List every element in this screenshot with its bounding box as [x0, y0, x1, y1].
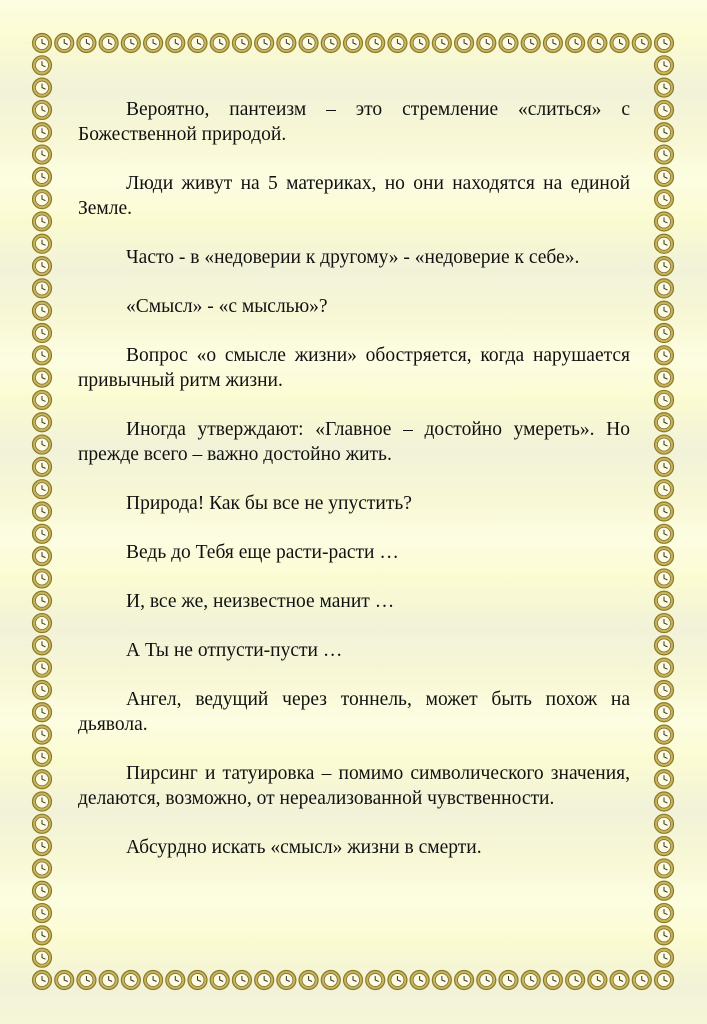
clock-icon — [33, 591, 52, 610]
clock-icon — [655, 457, 674, 476]
clock-icon — [499, 34, 518, 53]
clock-icon — [655, 346, 674, 365]
clock-icon — [344, 971, 363, 990]
clock-icon — [655, 859, 674, 878]
clock-icon — [33, 747, 52, 766]
clock-icon — [655, 948, 674, 967]
clock-icon — [77, 971, 96, 990]
clock-icon — [33, 212, 52, 231]
clock-icon — [655, 837, 674, 856]
clock-icon — [388, 34, 407, 53]
clock-icon — [655, 390, 674, 409]
clock-icon — [33, 346, 52, 365]
clock-icon — [410, 971, 429, 990]
clock-icon — [455, 971, 474, 990]
clock-icon — [655, 747, 674, 766]
clock-icon — [410, 34, 429, 53]
clock-icon — [366, 971, 385, 990]
clock-icon — [33, 234, 52, 253]
clock-icon — [33, 926, 52, 945]
paragraph-continents: Люди живут на 5 материках, но они находятся на единой Земле. — [78, 173, 630, 219]
clock-icon — [655, 234, 674, 253]
clock-icon — [33, 368, 52, 387]
clock-icon — [655, 78, 674, 97]
clock-icon — [210, 34, 229, 53]
clock-icon — [144, 34, 163, 53]
clock-icon — [33, 971, 52, 990]
clock-icon — [255, 34, 274, 53]
clock-icon — [655, 569, 674, 588]
clock-icon — [33, 770, 52, 789]
clock-icon — [655, 814, 674, 833]
paragraph-die-with-dignity: Иногда утверждают: «Главное – достойно умереть». Но прежде всего – важно достойно жить. — [78, 419, 630, 465]
clock-icon — [33, 524, 52, 543]
clock-icon — [655, 703, 674, 722]
clock-icon — [521, 34, 540, 53]
clock-icon — [299, 34, 318, 53]
clock-icon — [655, 636, 674, 655]
clock-icon — [655, 926, 674, 945]
clock-icon — [655, 524, 674, 543]
clock-icon — [33, 145, 52, 164]
paragraph-piercing: Пирсинг и татуировка – помимо символического значения, делаются, возможно, от нереализованной чувственности. — [78, 763, 630, 809]
clock-icon — [33, 792, 52, 811]
clock-icon — [33, 881, 52, 900]
clock-icon — [366, 34, 385, 53]
clock-icon — [33, 301, 52, 320]
clock-icon — [33, 658, 52, 677]
clock-icon — [655, 591, 674, 610]
clock-icon — [33, 190, 52, 209]
clock-icon — [33, 725, 52, 744]
clock-icon — [33, 167, 52, 186]
clock-icon — [655, 658, 674, 677]
clock-icon — [55, 971, 74, 990]
paragraph-grow: Ведь до Тебя еще расти-расти … — [126, 542, 399, 563]
clock-icon — [655, 100, 674, 119]
clock-icon — [33, 123, 52, 142]
clock-icon — [477, 971, 496, 990]
clock-icon — [33, 56, 52, 75]
clock-icon — [655, 56, 674, 75]
clock-icon — [566, 34, 585, 53]
clock-icon — [321, 34, 340, 53]
clock-icon — [477, 34, 496, 53]
clock-icon — [655, 257, 674, 276]
clock-icon — [655, 190, 674, 209]
clock-icon — [277, 971, 296, 990]
clock-icon — [33, 100, 52, 119]
clock-icon — [166, 34, 185, 53]
paragraph-let-go: А Ты не отпусти-пусти … — [126, 640, 343, 661]
clock-icon — [33, 547, 52, 566]
clock-icon — [33, 614, 52, 633]
clock-icon — [655, 435, 674, 454]
clock-icon — [543, 971, 562, 990]
clock-icon — [655, 680, 674, 699]
paragraph-meaning: «Смысл» - «с мыслью»? — [126, 296, 328, 317]
clock-icon — [121, 34, 140, 53]
clock-icon — [33, 480, 52, 499]
clock-icon — [255, 971, 274, 990]
clock-icon — [432, 971, 451, 990]
clock-icon — [655, 725, 674, 744]
clock-icon — [655, 770, 674, 789]
clock-icon — [121, 971, 140, 990]
clock-icon — [455, 34, 474, 53]
clock-icon — [632, 971, 651, 990]
clock-icon — [655, 212, 674, 231]
clock-icon — [432, 34, 451, 53]
clock-icon — [33, 324, 52, 343]
clock-icon — [33, 703, 52, 722]
clock-icon — [655, 413, 674, 432]
clock-icon — [655, 279, 674, 298]
clock-icon — [655, 123, 674, 142]
clock-icon — [655, 324, 674, 343]
clock-icon — [588, 34, 607, 53]
clock-icon — [610, 971, 629, 990]
clock-icon — [33, 837, 52, 856]
paragraph-distrust: Часто - в «недоверии к другому» - «недоверие к себе». — [126, 247, 580, 268]
clock-icon — [232, 971, 251, 990]
clock-icon — [33, 680, 52, 699]
clock-icon — [655, 167, 674, 186]
clock-icon — [33, 859, 52, 878]
clock-icon — [33, 636, 52, 655]
paragraph-absurd: Абсурдно искать «смысл» жизни в смерти. — [126, 837, 482, 858]
clock-icon — [321, 971, 340, 990]
clock-icon — [499, 971, 518, 990]
clock-icon — [33, 569, 52, 588]
clock-icon — [55, 34, 74, 53]
clock-icon — [655, 614, 674, 633]
clock-icon — [299, 971, 318, 990]
clock-icon — [566, 971, 585, 990]
clock-icon — [33, 502, 52, 521]
clock-icon — [33, 435, 52, 454]
paragraph-nature: Природа! Как бы все не упустить? — [126, 493, 412, 514]
clock-icon — [188, 971, 207, 990]
clock-icon — [521, 971, 540, 990]
clock-icon — [33, 34, 52, 53]
clock-icon — [99, 971, 118, 990]
clock-icon — [588, 971, 607, 990]
clock-icon — [655, 368, 674, 387]
clock-icon — [33, 257, 52, 276]
clock-icon — [33, 78, 52, 97]
clock-icon — [33, 279, 52, 298]
clock-icon — [33, 904, 52, 923]
clock-icon — [210, 971, 229, 990]
clock-icon — [655, 792, 674, 811]
clock-icon — [388, 971, 407, 990]
clock-icon — [655, 34, 674, 53]
clock-icon — [166, 971, 185, 990]
clock-icon — [277, 34, 296, 53]
paragraph-question-of-life: Вопрос «о смысле жизни» обостряется, когда нарушается привычный ритм жизни. — [78, 345, 630, 391]
clock-icon — [33, 814, 52, 833]
clock-icon — [232, 34, 251, 53]
clock-icon — [77, 34, 96, 53]
clock-icon — [144, 971, 163, 990]
clock-icon — [33, 413, 52, 432]
clock-icon — [655, 145, 674, 164]
clock-icon — [655, 881, 674, 900]
clock-icon — [543, 34, 562, 53]
document-body — [78, 97, 630, 884]
paragraph-pantheism: Вероятно, пантеизм – это стремление «слиться» с Божественной природой. — [78, 99, 630, 145]
clock-icon — [655, 547, 674, 566]
clock-icon — [33, 948, 52, 967]
clock-icon — [655, 480, 674, 499]
paragraph-unknown: И, все же, неизвестное манит … — [126, 591, 395, 612]
clock-icon — [610, 34, 629, 53]
clock-icon — [33, 390, 52, 409]
clock-icon — [632, 34, 651, 53]
clock-icon — [99, 34, 118, 53]
clock-icon — [655, 904, 674, 923]
paragraph-angel: Ангел, ведущий через тоннель, может быть похож на дьявола. — [78, 689, 630, 735]
clock-icon — [655, 502, 674, 521]
clock-icon — [344, 34, 363, 53]
clock-icon — [655, 301, 674, 320]
clock-icon — [188, 34, 207, 53]
clock-icon — [655, 971, 674, 990]
clock-icon — [33, 457, 52, 476]
